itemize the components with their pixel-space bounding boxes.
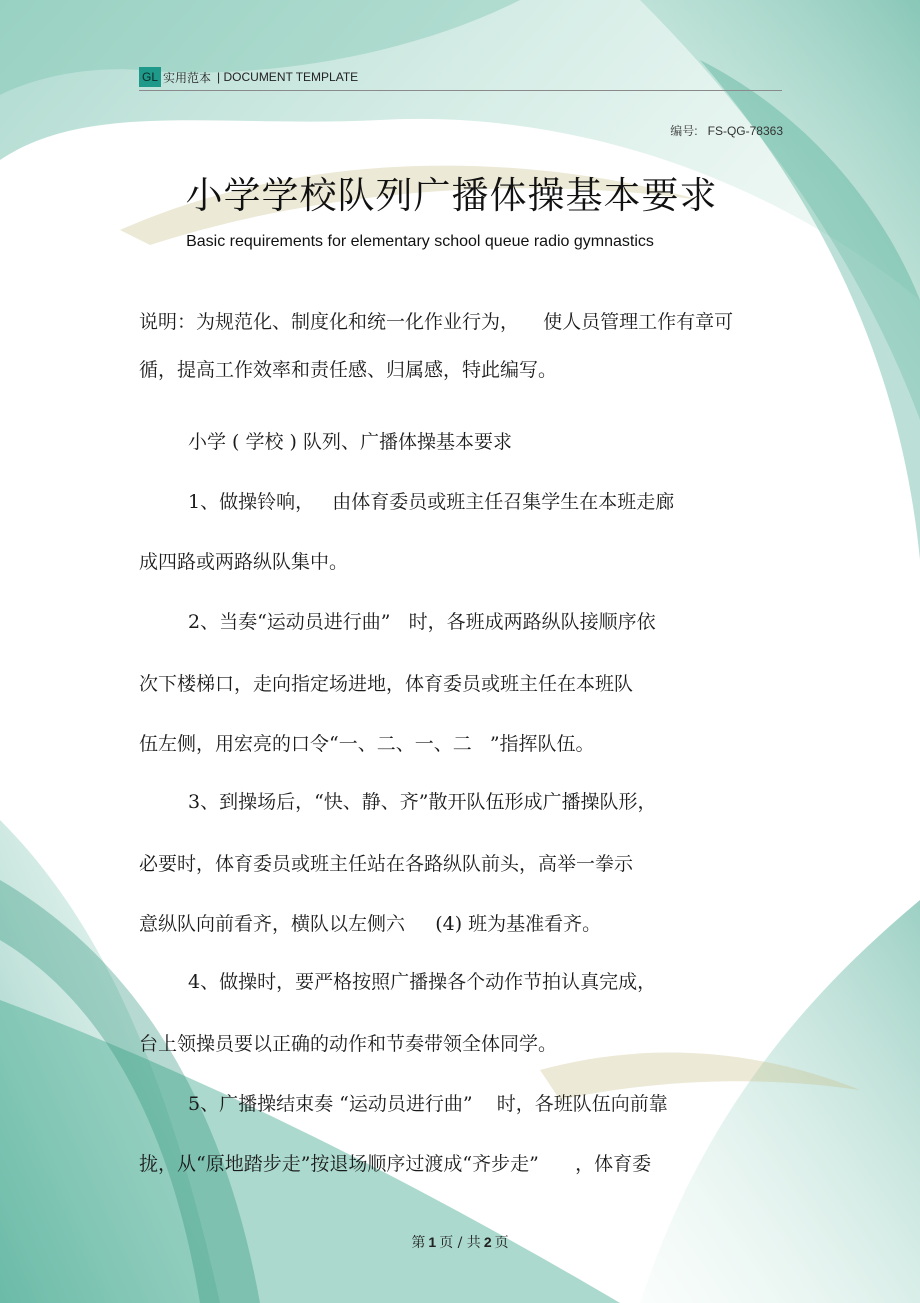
item-line: 必要时，体育委员或班主任站在各路纵队前头，高举一拳示 [139, 853, 634, 875]
item-line: 2、当奏“运动员进行曲” 时，各班成两路纵队接顺序依 [188, 611, 656, 633]
item-line: 意纵队向前看齐，横队以左侧六 (4) 班为基准看齐。 [139, 913, 602, 935]
footer-prefix: 第 [411, 1235, 426, 1251]
intro-line: 说明：为规范化、制度化和统一化作业行为， 使人员管理工作有章可 [139, 311, 734, 333]
item-line: 3、到操场后，“快、静、齐”散开队伍形成广播操队形， [188, 791, 657, 813]
item-line: 4、做操时，要严格按照广播操各个动作节拍认真完成， [188, 971, 657, 993]
header-label: 实用范本 [163, 70, 212, 85]
item-line: 伍左侧，用宏亮的口令“一、二、一、二 ”指挥队伍。 [139, 733, 595, 755]
template-header [139, 66, 358, 88]
intro-line: 循，提高工作效率和责任感、归属感，特此编写。 [139, 359, 558, 381]
document-number-label: 编号: [670, 124, 698, 138]
header-template-text: | DOCUMENT TEMPLATE [217, 70, 359, 84]
header-divider [139, 90, 782, 91]
item-line: 次下楼梯口，走向指定场进地，体育委员或班主任在本班队 [139, 673, 634, 695]
footer-suffix: 页 [494, 1235, 509, 1251]
item-line: 台上领操员要以正确的动作和节奏带领全体同学。 [139, 1033, 558, 1055]
document-number [670, 122, 783, 139]
page-title: 小学学校队列广播体操基本要求 [185, 174, 718, 217]
item-line: 成四路或两路纵队集中。 [139, 551, 349, 573]
item-line: 拢，从“原地踏步走”按退场顺序过渡成“齐步走” ，体育委 [139, 1153, 652, 1175]
page-footer [0, 1232, 920, 1252]
section-heading: 小学 ( 学校 ) 队列、广播体操基本要求 [188, 431, 512, 453]
item-line: 5、广播操结束奏 “运动员进行曲” 时，各班队伍向前靠 [188, 1093, 668, 1115]
footer-page-number: 1 [428, 1234, 437, 1250]
item-line: 1、做操铃响， 由体育委员或班主任召集学生在本班走廊 [188, 491, 675, 513]
document-number-value: FS-QG-78363 [707, 124, 783, 138]
header-badge: GL [139, 67, 161, 87]
footer-total-pages: 2 [483, 1234, 492, 1250]
page-subtitle: Basic requirements for elementary school queue radio gymnastics [186, 233, 654, 250]
footer-mid: 页 / 共 [439, 1235, 481, 1251]
